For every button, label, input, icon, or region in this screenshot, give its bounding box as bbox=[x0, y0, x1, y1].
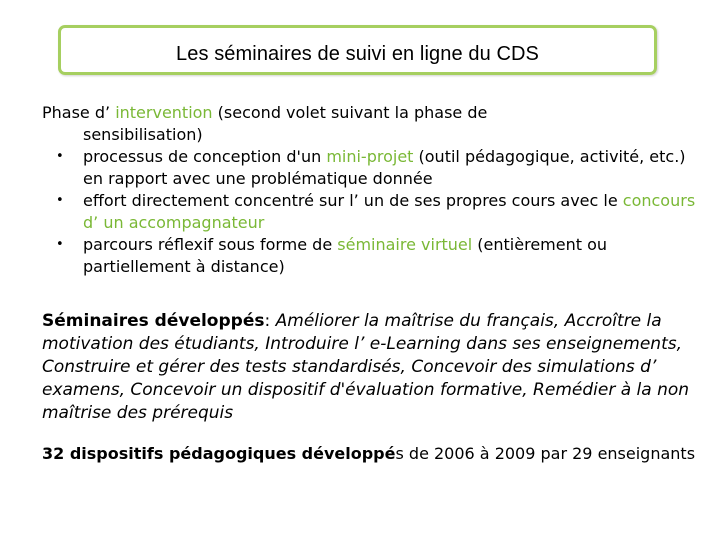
summary-rest: s de 2006 à 2009 par 29 enseignants bbox=[395, 444, 696, 463]
bullet-text: (outil pédagogique, activité, etc.) en rapport avec une problématique donnée bbox=[83, 147, 686, 188]
summary-count bbox=[42, 443, 702, 465]
bullet-highlight: séminaire virtuel bbox=[337, 235, 473, 254]
bullet-item bbox=[42, 146, 702, 190]
bullet-text: processus de conception d'un bbox=[83, 147, 327, 166]
intro-highlight: intervention bbox=[115, 103, 213, 122]
developed-seminars bbox=[42, 310, 702, 425]
developed-sep: : bbox=[264, 311, 276, 331]
intro-line bbox=[42, 102, 702, 124]
bullet-text: effort directement concentré sur l’ un de ses propres cours avec le bbox=[83, 191, 623, 210]
bullet-item bbox=[42, 190, 702, 234]
intro-continuation: sensibilisation) bbox=[83, 125, 203, 144]
title-frame bbox=[58, 25, 657, 75]
intro-text: (second volet suivant la phase de bbox=[212, 103, 488, 122]
intro-text: Phase d’ bbox=[42, 103, 116, 122]
bullet-highlight: mini-projet bbox=[326, 147, 414, 166]
slide-title: Les séminaires de suivi en ligne du CDS bbox=[176, 43, 539, 65]
bullet-text: (entièrement ou partiellement à distance) bbox=[83, 235, 608, 276]
developed-items: Améliorer la maîtrise du français, Accroître la motivation des étudiants, Introduire l’ e-Learning dans ses enseignements, Construire et gérer des tests standardisés, Concevoir des simulations d’ examens, Concevoir un dispositif d'évaluation formative, Remédier à la non maîtrise des prérequis bbox=[42, 311, 690, 423]
summary-bold: 32 dispositifs pédagogiques développé bbox=[42, 444, 396, 463]
bullet-text: parcours réflexif sous forme de bbox=[83, 235, 338, 254]
intervention-section bbox=[42, 102, 702, 278]
bullet-item bbox=[42, 234, 702, 278]
bullet-list bbox=[42, 146, 702, 278]
developed-lead: Séminaires développés bbox=[42, 311, 265, 331]
bullet-highlight: concours d’ un accompagnateur bbox=[83, 191, 696, 232]
